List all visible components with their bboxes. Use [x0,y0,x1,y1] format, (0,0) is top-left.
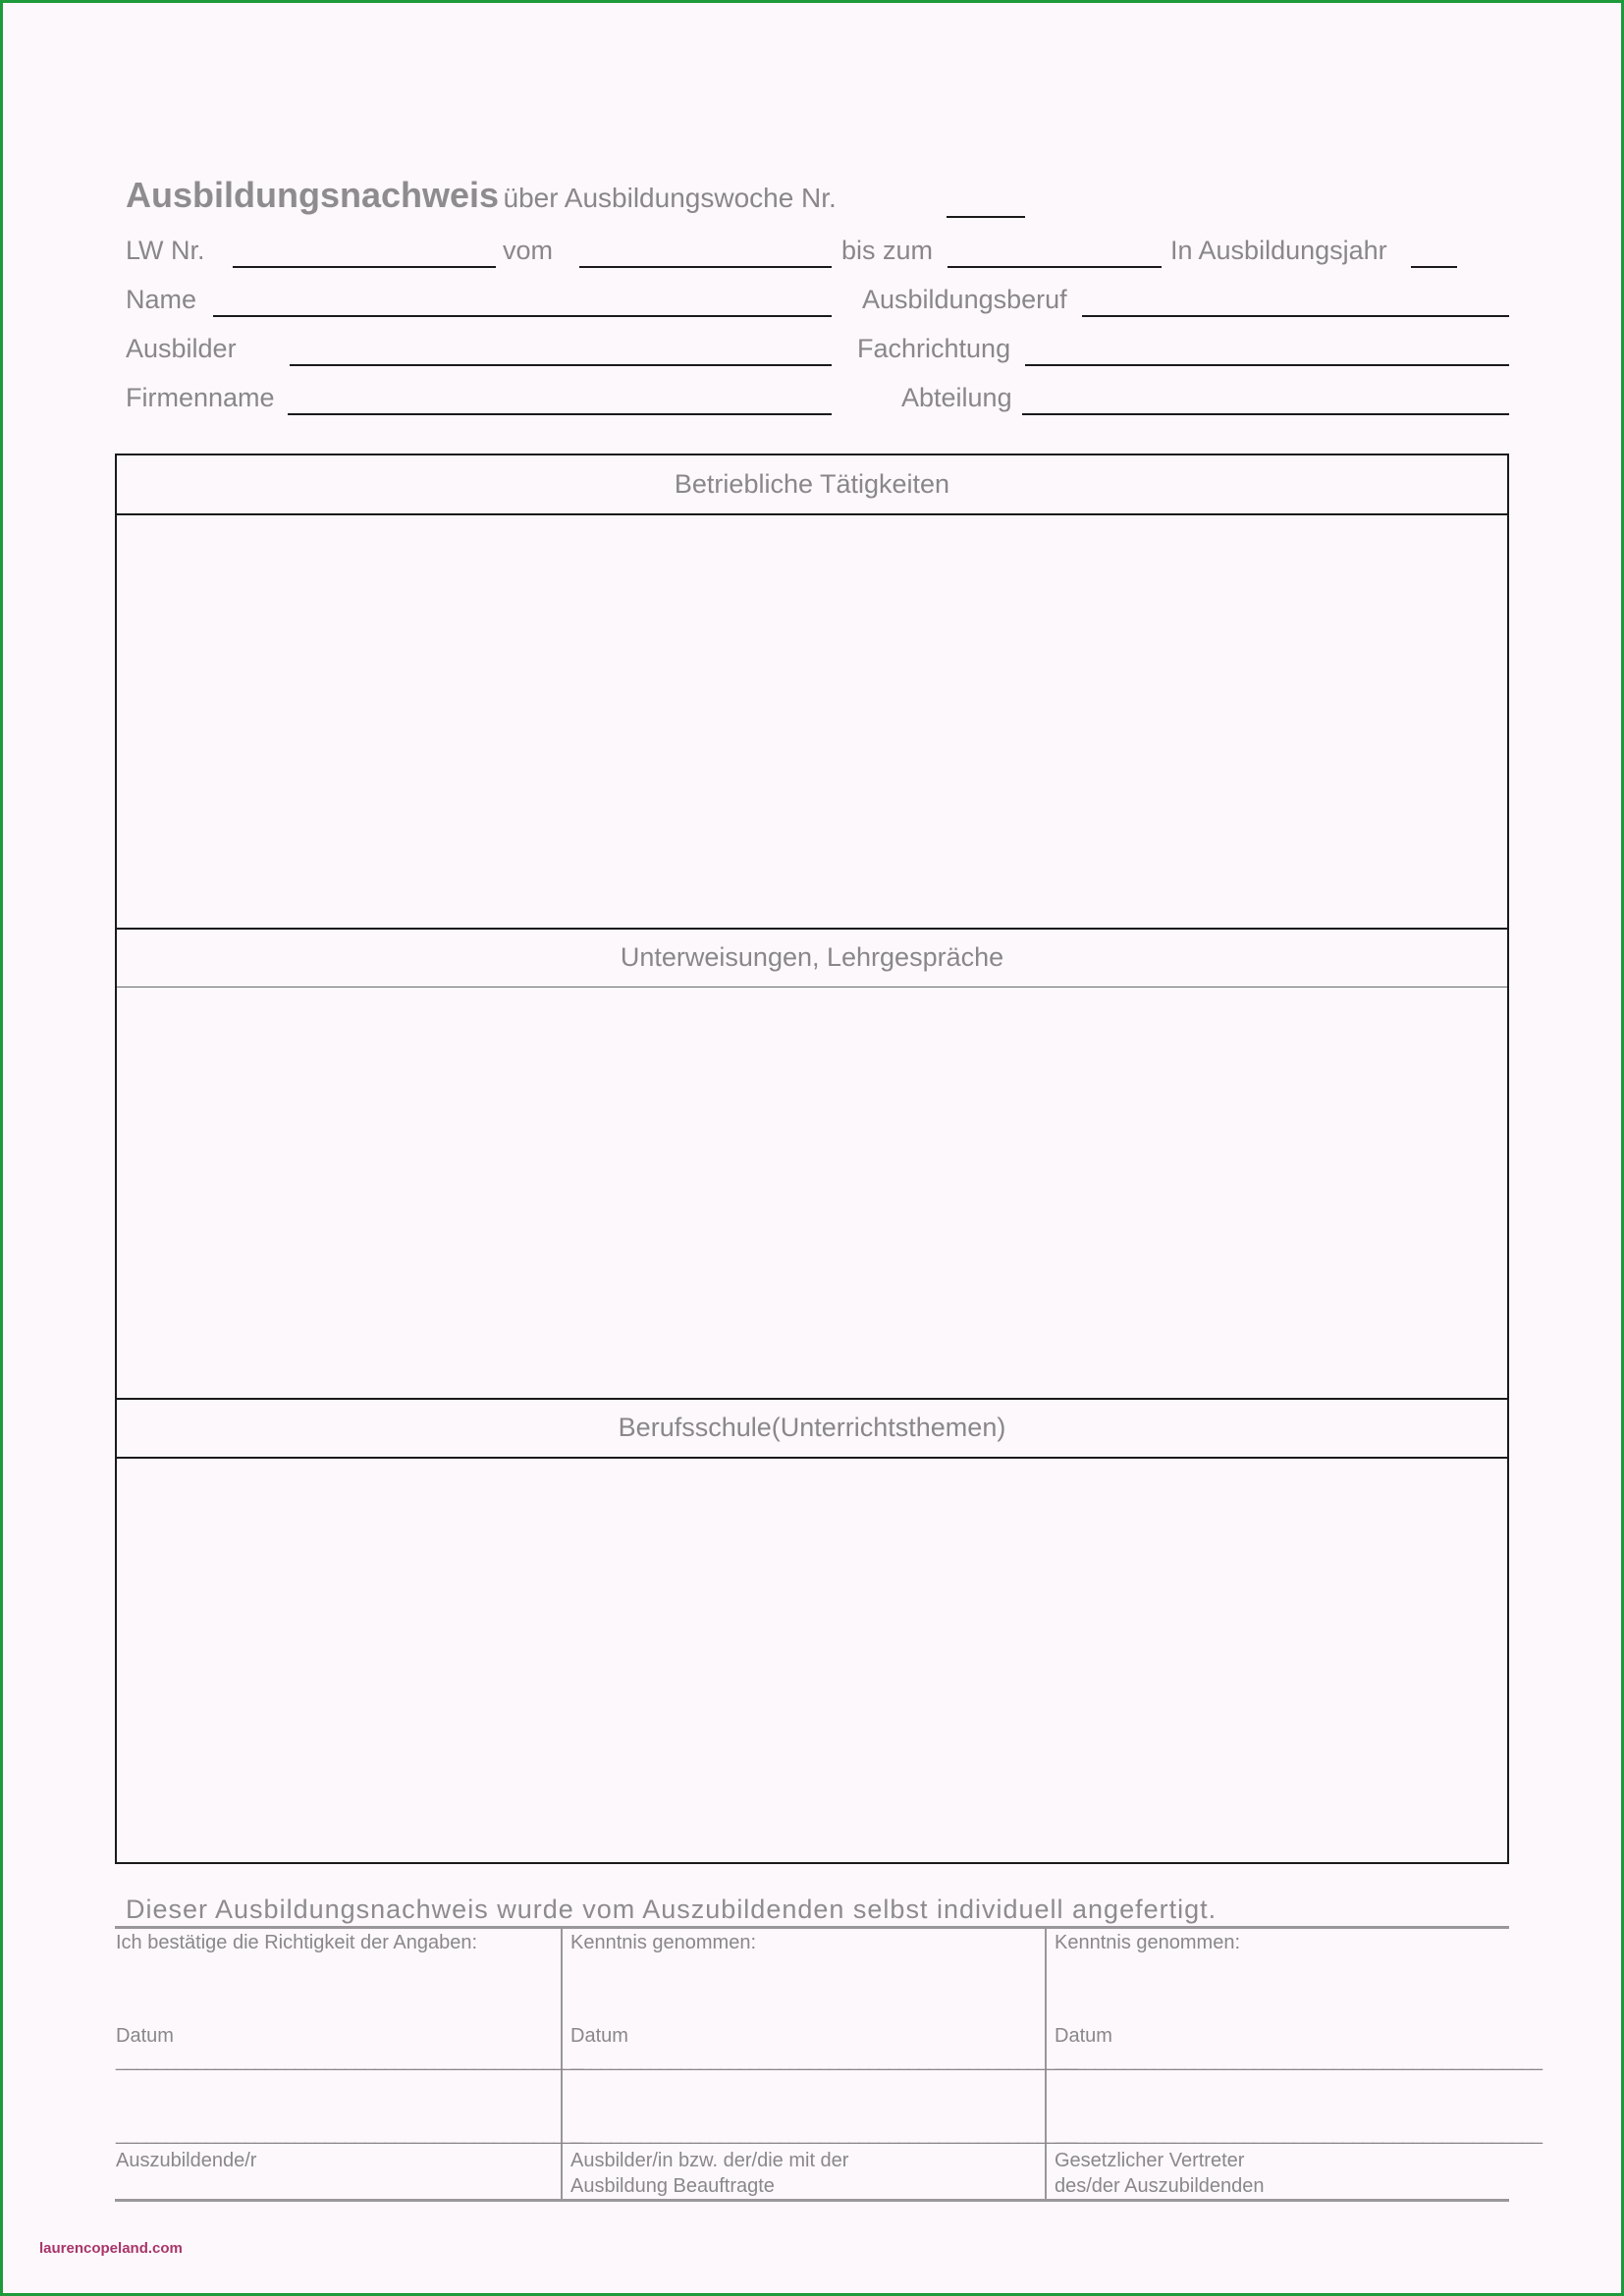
datum-label-3: Datum [1055,2025,1112,2047]
title-strong: Ausbildungsnachweis [126,175,500,215]
vom-label: vom [503,236,554,265]
ausbildungsberuf-label: Ausbildungsberuf [862,285,1067,314]
ausbildungsberuf-field[interactable] [1082,315,1509,317]
bis-zum-label: bis zum [841,236,934,265]
confirm-text: Ich bestätige die Richtigkeit der Angaben: [116,1932,478,1953]
ausbildungsjahr-field[interactable] [1411,266,1457,268]
section-area-unterweisungen[interactable] [117,988,1507,1397]
lw-nr-label: LW Nr. [126,236,205,265]
firmenname-field[interactable] [288,413,832,415]
fachrichtung-field[interactable] [1025,364,1509,366]
ausbilder-field[interactable] [290,364,832,366]
signature-line-2[interactable]: ___________________________________________________ [570,2123,1078,2145]
ausbilder-label: Ausbilder [126,334,237,363]
role-vertreter-line2: des/der Auszubildenden [1055,2175,1265,2197]
title-rest: über Ausbildungswoche Nr. [503,183,837,213]
signature-top-rule [115,1926,1509,1929]
self-made-note: Dieser Ausbildungsnachweis wurde vom Auszubildenden selbst individuell angefertigt. [126,1895,1218,1924]
firmenname-label: Firmenname [126,383,275,412]
section-area-betriebliche[interactable] [117,515,1507,927]
signature-line-1[interactable]: _______________________________________________ [116,2123,583,2145]
datum-signature-line-3[interactable]: _________________________________________________ [1055,2050,1543,2071]
page-title [126,175,837,216]
signature-bottom-rule [115,2199,1509,2202]
datum-label-1: Datum [116,2025,174,2047]
abteilung-label: Abteilung [901,383,1012,412]
section-divider [117,1398,1507,1400]
datum-signature-line-1[interactable]: _______________________________________________ [116,2050,583,2071]
section-area-berufsschule[interactable] [117,1459,1507,1862]
ausbildungsjahr-label: In Ausbildungsjahr [1170,236,1387,265]
watermark: laurencopeland.com [39,2240,183,2257]
activity-log-box [115,454,1509,1864]
abteilung-field[interactable] [1022,413,1509,415]
fachrichtung-label: Fachrichtung [857,334,1011,363]
vom-field[interactable] [579,266,832,268]
name-field[interactable] [213,315,832,317]
bis-zum-field[interactable] [947,266,1162,268]
section-heading-unterweisungen: Unterweisungen, Lehrgespräche [620,942,1004,972]
datum-signature-line-2[interactable]: ___________________________________________________ [570,2050,1078,2071]
lw-nr-field[interactable] [233,266,496,268]
section-divider [117,928,1507,930]
section-divider [117,987,1507,988]
section-heading-berufsschule: Berufsschule(Unterrichtsthemen) [618,1413,1006,1442]
role-ausbilder-line2: Ausbildung Beauftragte [570,2175,775,2197]
name-label: Name [126,285,197,314]
role-vertreter-line1: Gesetzlicher Vertreter [1055,2150,1245,2171]
signature-line-3[interactable]: _________________________________________________ [1055,2123,1543,2145]
section-heading-betriebliche: Betriebliche Tätigkeiten [674,469,950,499]
week-number-line[interactable] [947,216,1025,218]
kenntnis-text-2: Kenntnis genommen: [570,1932,757,1953]
role-ausbilder-line1: Ausbilder/in bzw. der/die mit der [570,2150,849,2171]
datum-label-2: Datum [570,2025,628,2047]
role-auszubildende: Auszubildende/r [116,2150,257,2171]
kenntnis-text-3: Kenntnis genommen: [1055,1932,1241,1953]
